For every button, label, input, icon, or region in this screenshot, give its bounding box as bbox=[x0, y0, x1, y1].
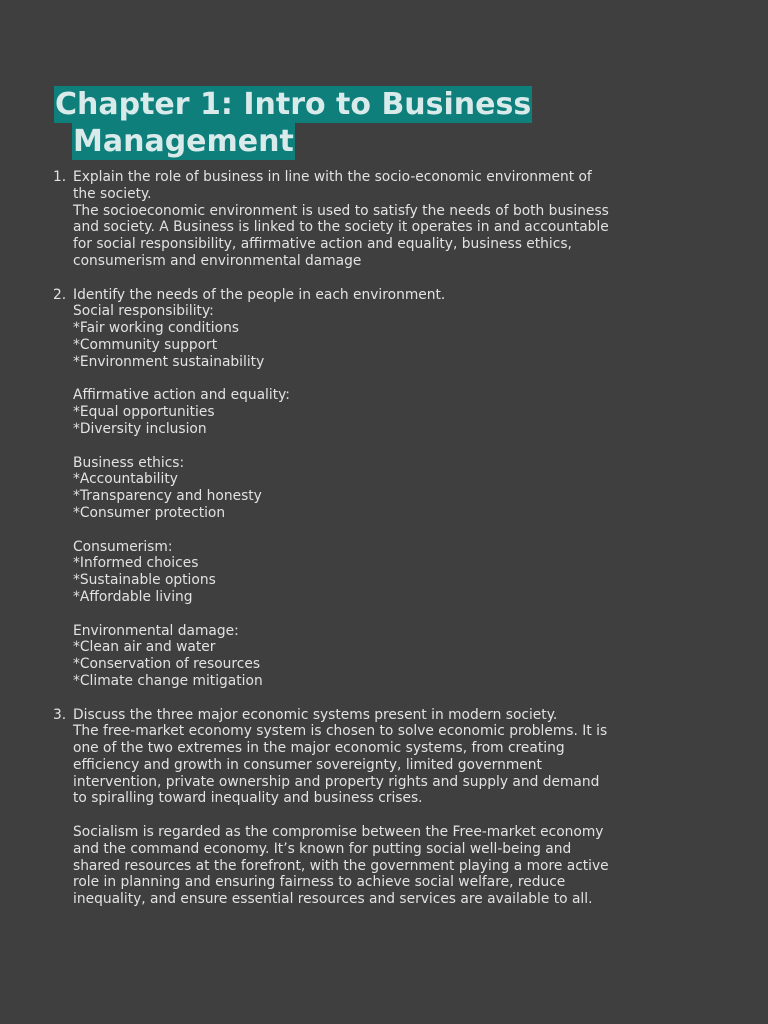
bullet-point: *Clean air and water bbox=[73, 639, 216, 656]
answer-text: and society. A Business is linked to the society it operates in and accountable bbox=[73, 219, 609, 236]
paragraph-line: Socialism is regarded as the compromise between the Free-market economy bbox=[73, 824, 604, 841]
blank-line bbox=[73, 807, 633, 824]
paragraph-line: efficiency and growth in consumer sovereignty, limited government bbox=[73, 756, 542, 773]
question-text: the society. bbox=[73, 185, 152, 202]
question-item-1 bbox=[0, 169, 768, 270]
item-number: 3. bbox=[53, 706, 67, 723]
bullet-point: *Transparency and honesty bbox=[73, 488, 262, 505]
blank-line bbox=[73, 371, 633, 388]
bullet-point: *Fair working conditions bbox=[73, 320, 240, 337]
chapter-title-line-2: Management bbox=[73, 124, 294, 159]
bullet-point: *Consumer protection bbox=[73, 504, 226, 521]
question-item-3 bbox=[0, 707, 768, 909]
answer-text: The socioeconomic environment is used to satisfy the needs of both business bbox=[73, 202, 609, 219]
paragraph-line: to spiralling toward inequality and business crises. bbox=[73, 790, 423, 807]
bullet-point: *Community support bbox=[73, 336, 218, 353]
item-number: 1. bbox=[53, 169, 67, 185]
paragraph-line: inequality, and ensure essential resources and services are available to all. bbox=[73, 891, 593, 908]
question-text: Identify the needs of the people in each environment. bbox=[73, 286, 446, 303]
bullet-point: *Conservation of resources bbox=[73, 656, 261, 673]
question-text: Discuss the three major economic systems present in modern society. bbox=[73, 706, 558, 723]
question-text: Explain the role of business in line with the socio-economic environment of bbox=[73, 169, 592, 185]
paragraph-line: intervention, private ownership and property rights and supply and demand bbox=[73, 773, 600, 790]
bullet-point: *Equal opportunities bbox=[73, 404, 215, 421]
bullet-point: *Diversity inclusion bbox=[73, 420, 207, 437]
bullet-point: *Informed choices bbox=[73, 555, 199, 572]
blank-line bbox=[73, 606, 633, 623]
paragraph-line: role in planning and ensuring fairness to achieve social welfare, reduce bbox=[73, 874, 566, 891]
bullet-point: *Climate change mitigation bbox=[73, 672, 263, 689]
group-heading: Affirmative action and equality: bbox=[73, 387, 290, 404]
blank-line bbox=[73, 438, 633, 455]
paragraph-line: and the command economy. It’s known for putting social well-being and bbox=[73, 840, 572, 857]
bullet-point: *Environment sustainability bbox=[73, 353, 265, 370]
group-heading: Consumerism: bbox=[73, 538, 173, 555]
chapter-title-line-1: Chapter 1: Intro to Business bbox=[55, 87, 532, 122]
answer-text: for social responsibility, affirmative action and equality, business ethics, bbox=[73, 236, 572, 253]
blank-line bbox=[73, 522, 633, 539]
bullet-point: *Sustainable options bbox=[73, 572, 216, 589]
question-item-2 bbox=[0, 287, 768, 690]
group-heading: Social responsibility: bbox=[73, 303, 214, 320]
group-heading: Environmental damage: bbox=[73, 622, 239, 639]
bullet-point: *Affordable living bbox=[73, 588, 193, 605]
bullet-point: *Accountability bbox=[73, 471, 178, 488]
paragraph-line: one of the two extremes in the major economic systems, from creating bbox=[73, 740, 565, 757]
answer-text: consumerism and environmental damage bbox=[73, 252, 362, 269]
paragraph-line: The free-market economy system is chosen to solve economic problems. It is bbox=[73, 723, 608, 740]
group-heading: Business ethics: bbox=[73, 454, 185, 471]
item-number: 2. bbox=[53, 286, 67, 303]
paragraph-line: shared resources at the forefront, with the government playing a more active bbox=[73, 857, 609, 874]
question-list bbox=[0, 169, 768, 925]
